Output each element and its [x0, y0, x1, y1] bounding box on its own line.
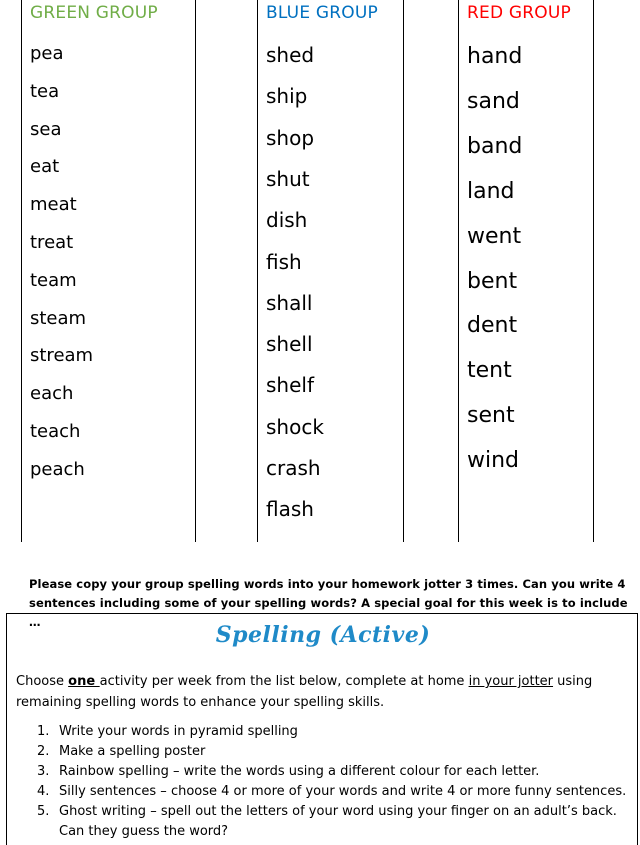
blue-word: shop [266, 125, 315, 150]
red-word: bent [467, 268, 518, 294]
blue-word: shed [266, 43, 315, 67]
green-word: peach [30, 458, 85, 480]
red-word: sand [467, 88, 520, 114]
green-word: each [30, 383, 74, 405]
red-group-header: RED GROUP [467, 3, 571, 23]
activity-number: 4. [37, 784, 50, 799]
green-word: sea [30, 118, 62, 140]
activity-text: Write your words in pyramid spelling [59, 724, 298, 739]
activity-number: 3. [37, 764, 50, 779]
table-divider [403, 0, 404, 542]
red-word: land [467, 178, 515, 204]
activity-text-continuation: Can they guess the word? [59, 824, 229, 839]
activity-number: 1. [37, 724, 50, 739]
activity-text: Rainbow spelling – write the words using a different colour for each letter. [59, 764, 540, 779]
green-word: treat [30, 232, 74, 253]
green-group-header: GREEN GROUP [30, 3, 158, 23]
table-divider [21, 0, 22, 542]
activity-list [37, 722, 637, 842]
intro-text: activity per week from the list below, complete at home [99, 674, 469, 689]
table-divider [458, 0, 459, 542]
blue-word: shell [266, 332, 313, 357]
instructions-line: sentences including some of your spelling words? A special goal for this week is to include … [29, 596, 628, 629]
activity-item [37, 762, 637, 782]
blue-word: ship [266, 84, 308, 109]
activity-text: Make a spelling poster [59, 744, 206, 759]
table-divider [257, 0, 258, 542]
green-word: team [30, 269, 77, 291]
blue-word: crash [266, 456, 321, 480]
green-word: tea [30, 80, 60, 102]
red-word: sent [467, 403, 515, 429]
intro-emphasis-jotter: in your jotter [468, 674, 554, 689]
red-word: hand [467, 44, 523, 69]
red-word: went [467, 223, 522, 249]
activity-item [37, 802, 637, 842]
activity-item [37, 742, 637, 762]
blue-group-header: BLUE GROUP [266, 3, 378, 23]
activity-number: 5. [37, 804, 50, 819]
spelling-active-box [6, 613, 638, 845]
green-word: eat [30, 156, 60, 178]
red-word: tent [467, 358, 512, 384]
red-word: dent [467, 313, 518, 339]
activity-text: Silly sentences – choose 4 or more of your words and write 4 or more funny sentences. [59, 784, 627, 799]
activity-item [37, 782, 637, 802]
blue-word: shelf [266, 373, 314, 398]
blue-word: dish [266, 208, 308, 233]
homework-instructions [29, 575, 633, 629]
instructions-line: Please copy your group spelling words into your homework jotter 3 times. Can you write 4 [29, 577, 626, 591]
intro-text: using remaining spelling words to enhance your spelling skills. [16, 674, 593, 710]
activity-text: Ghost writing – spell out the letters of your word using your finger on an adult’s back. [59, 804, 617, 819]
green-word: meat [30, 194, 77, 216]
red-word: band [467, 133, 523, 159]
green-word: teach [30, 421, 81, 442]
activity-item [37, 722, 637, 742]
intro-text: Choose [16, 674, 69, 689]
activity-intro [16, 671, 628, 713]
blue-word: shock [266, 414, 324, 439]
red-word: wind [467, 448, 520, 474]
green-word: steam [30, 307, 87, 329]
activity-number: 2. [37, 744, 50, 759]
table-divider [195, 0, 196, 542]
blue-word: shut [266, 166, 310, 191]
blue-word: shall [266, 290, 313, 315]
intro-emphasis-one: one [68, 674, 100, 689]
green-word: pea [30, 43, 64, 64]
green-word: stream [30, 345, 94, 367]
table-divider [593, 0, 594, 542]
blue-word: flash [266, 497, 314, 522]
spelling-active-title: Spelling (Active) [215, 622, 431, 648]
blue-word: fish [266, 249, 302, 274]
